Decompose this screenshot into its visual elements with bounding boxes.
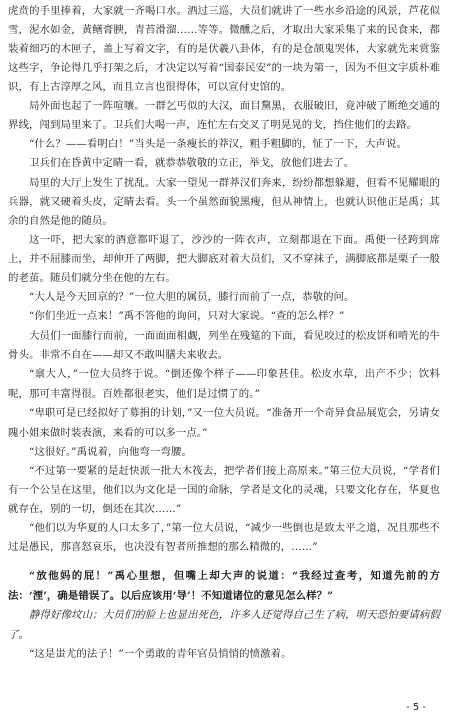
paragraph-8: “你们坐近一点来！”禹不答他的询问，只对大家说。“查的怎么样？” <box>29 310 345 323</box>
page-number: - 5 - <box>406 702 426 713</box>
paragraph-12: “这很好。”禹说着，向他弯一弯腰。 <box>29 446 192 459</box>
paragraph-2: 局外面也起了一阵喧嚷。一群乞丐似的大汉，面目黧黑，衣服破旧，竟冲破了断绝交通的界线，闯到局里来了。卫兵们大喝一声，连忙左右交叉了明晃晃的戈，挡住他们的去路。 <box>8 100 440 131</box>
paragraph-4: 卫兵们在昏黄中定睛一看，就恭恭敬敬的立正，举戈，放他们进去了。 <box>29 157 355 170</box>
section-gap <box>8 557 440 567</box>
paragraph-15: “放他妈的屁！”禹心里想，但嘴上却大声的说道：“我经过查考，知道先前的方法：‘湮’，确是错误了。以后应该用‘导’！不知道诸位的意见怎么样？” <box>8 570 440 602</box>
paragraph-1: 虎贲的手里捧着，大家就一齐喝口水。酒过三巡，大员们就讲了一些水乡沿途的风景，芦花似雪，泥水如金，黄鳝膏腴，青苔滑溜……等等。微醺之后，才取出大家采集了来的民食来，都装着细巧的木匣子，盖上写着文字，有的是伏羲八卦体，有的是仓颉鬼哭体，大家就先来赏鉴这些字，争论得几乎打架之后，才决定以写着“国泰民安”的一块为第一，因为不但文字质朴难识，有上古淳厚之风，而且立言也很得体，可以宣付史馆的。 <box>8 5 440 93</box>
paragraph-7: “大人是今天回京的？”一位大胆的属员，膝行而前了一点，恭敬的问。 <box>29 290 355 303</box>
paragraph-11: “卑职可是已经拟好了募捐的计划，”又一位大员说。“准备开一个奇异食品展览会，另请女隗小姐来做时装表演，来看的可以多一点。” <box>8 407 440 439</box>
paragraph-3: “什么？——看明白！”当头是一条瘦长的莽汉，粗手粗脚的，怔了一下，大声说。 <box>29 138 407 150</box>
paragraph-17: “这是蚩尤的法子！”一个勇敢的青年官员悄悄的愤激着。 <box>29 648 292 661</box>
paragraph-6: 这一吓，把大家的酒意都吓退了，沙沙的一阵衣声，立刻都退在下面。禹便一径跨到席上，并不屈膝而坐，却伸开了两脚，把大脚底对着大员们，又不穿袜子，满脚底都是栗子一般的老茧。随员们就分坐在他的左右。 <box>8 233 440 284</box>
paragraph-9: 大员们一面膝行而前，一面面面相觑，列坐在残筵的下面，看见咬过的松皮饼和啃光的牛骨头。非常不自在——却又不敢叫膳夫来收去。 <box>8 329 440 362</box>
paragraph-16: 静得好像坟山；大员们的脸上也显出死色，许多人还觉得自己生了病，明天恐怕要请病假了。 <box>8 609 440 641</box>
paragraph-5: 局里的大厅上发生了扰乱。大家一望见一群莽汉们奔来，纷纷都想躲避，但看不见耀眼的兵器，就又硬着头皮，定睛去看。头一个虽然面貌黑瘦，但从神情上，也就认识他正是禹；其余的自然是他的随员。 <box>8 176 440 227</box>
paragraph-10: “禀大人，”一位大员终于说。“倒还像个样子——印象甚佳。松皮水草，出产不少；饮料呢，那可丰富得很。百姓都很老实，他们是过惯了的。” <box>8 368 440 400</box>
paragraph-13: “不过第一要紧的是赶快派一批大木筏去，把学者们接上高原来。”第三位大员说，“学者们有一个公呈在这里，他们以为文化是一国的命脉，学者是文化的灵魂，只要文化存在，华夏也就存在，别的一切，倒还在其次……” <box>8 465 440 516</box>
document-page <box>8 2 440 665</box>
paragraph-14: “他们以为华夏的人口太多了，”第一位大员说，“减少一些倒也是致太平之道，况且那些不过是愚民，那喜怒哀乐，也决没有智者所推想的那么精微的，……” <box>8 522 440 554</box>
